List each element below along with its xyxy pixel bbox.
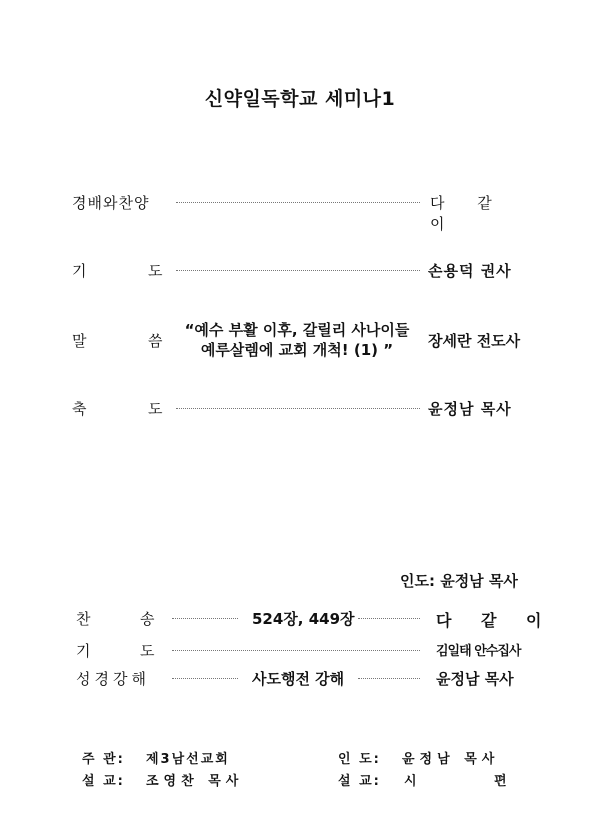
value-sermon: 장세란 전도사 (428, 332, 521, 350)
label-worship: 경배와찬양 (72, 194, 150, 212)
footer-preach-value: 조영찬 목사 (146, 774, 244, 789)
leader-line (176, 408, 420, 409)
label-hymn-2: 송 (140, 610, 155, 628)
leader-line (358, 618, 420, 619)
footer-lead-value: 윤정남 목사 (402, 752, 500, 767)
value-worship-text: 다 같 이 (430, 194, 506, 233)
sermon-title-line-2: 예루살렘에 교회 개척! (1) ” (200, 341, 394, 359)
page-title: 신약일독학교 세미나1 (204, 88, 396, 110)
leader-line (172, 618, 238, 619)
footer-preach2-value-a: 시 (404, 774, 419, 789)
label-sermon-1: 말 (72, 332, 87, 350)
value-bible-study: 윤정남 목사 (436, 670, 514, 688)
leader-line (176, 270, 420, 271)
value-prayer: 손용덕 권사 (428, 262, 512, 280)
footer-preach2-label: 설 교: (338, 774, 381, 789)
footer-host-label: 주 관: (82, 752, 125, 767)
hymn-numbers: 524장, 449장 (252, 610, 355, 628)
label-hymn-1: 찬 (76, 610, 91, 628)
leader-line (172, 678, 238, 679)
value-benediction: 윤정남 목사 (428, 400, 512, 418)
footer-lead-label: 인 도: (338, 752, 381, 767)
value-hymn (436, 608, 554, 631)
sermon-title (166, 320, 428, 360)
footer-preach2-value-b: 편 (494, 774, 509, 789)
sermon-title-line-1: “예수 부활 이후, 갈릴리 사나이들 (184, 321, 410, 339)
value-prayer2: 김일태 안수집사 (436, 644, 521, 659)
label-prayer2-1: 기 (76, 642, 91, 660)
label-benediction-1: 축 (72, 400, 87, 418)
label-prayer-1: 기 (72, 262, 87, 280)
footer-host-value: 제3남선교회 (146, 752, 230, 767)
label-bible-study: 성경강해 (76, 670, 150, 688)
value-worship (430, 192, 528, 234)
label-prayer2-2: 도 (140, 642, 155, 660)
second-header: 인도: 윤정남 목사 (400, 572, 518, 590)
label-benediction-2: 도 (148, 400, 163, 418)
value-hymn-text: 다 같 이 (436, 611, 554, 630)
bible-study-topic: 사도행전 강해 (252, 670, 345, 688)
footer-preach-label: 설 교: (82, 774, 125, 789)
leader-line (176, 202, 420, 203)
leader-line (172, 650, 420, 651)
label-prayer-2: 도 (148, 262, 163, 280)
leader-line (358, 678, 420, 679)
label-sermon-2: 씀 (148, 332, 163, 350)
